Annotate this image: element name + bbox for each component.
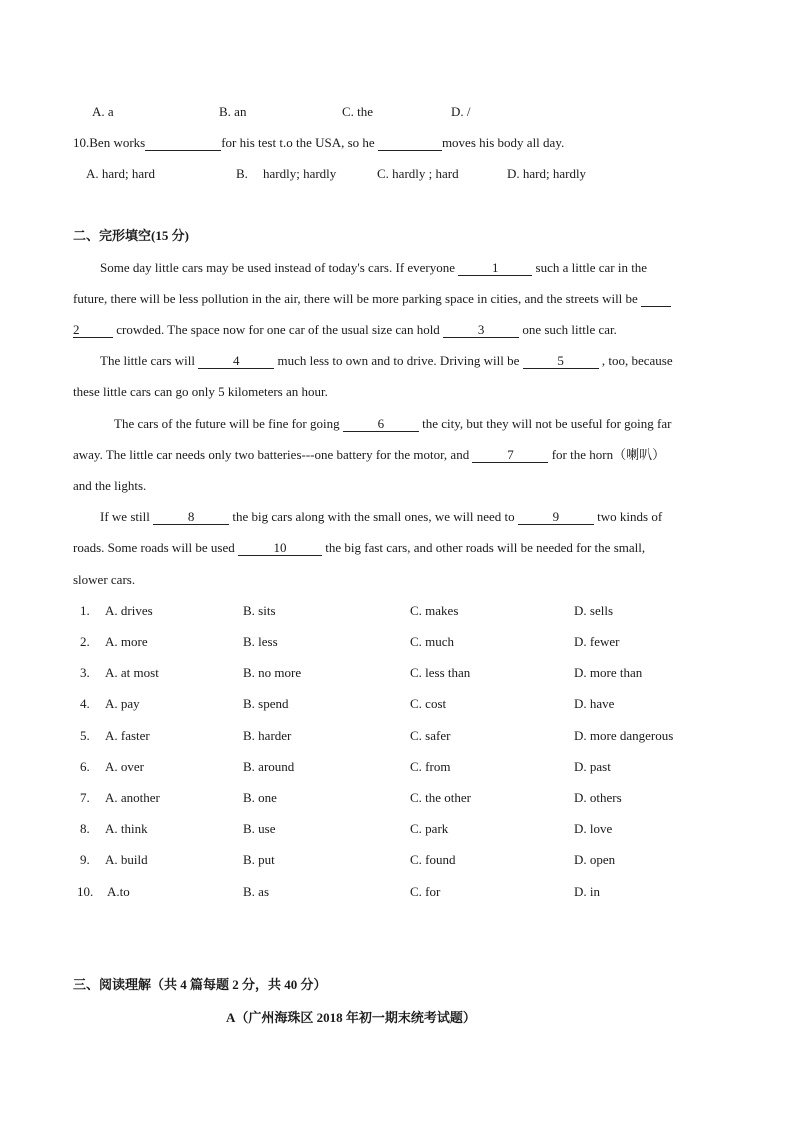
option-d: D. / [451, 104, 471, 119]
blank-1: 1 [458, 261, 532, 276]
blank-2: 2 [73, 323, 113, 338]
choice-d: D. sells [574, 603, 613, 618]
choice-c: C. found [410, 852, 456, 867]
choice-a: A.to [107, 884, 130, 899]
cloze-line [100, 353, 673, 369]
passage-text: the big cars along with the small ones, we will need to [229, 509, 518, 524]
blank-8: 8 [153, 510, 229, 525]
passage-text: such a little car in the [532, 260, 648, 275]
q9-options [0, 104, 794, 120]
choice-d: D. have [574, 696, 615, 711]
blank-9: 9 [518, 510, 594, 525]
question-10 [73, 135, 564, 151]
choice-b: B. spend [243, 696, 289, 711]
choice-d: D. in [574, 884, 600, 899]
choice-c: C. less than [410, 665, 471, 680]
choice-number: 10. [77, 884, 94, 899]
choice-row [0, 852, 794, 868]
q10-suffix: moves his body all day. [441, 135, 565, 150]
passage-text: The little cars will [100, 353, 199, 368]
passage-text: the city, but they will not be useful for going far [418, 416, 672, 431]
choice-a: A. at most [105, 665, 159, 680]
passage-text: much less to own and to drive. Driving will be [274, 353, 523, 368]
choice-c: C. safer [410, 728, 451, 743]
choice-c: C. from [410, 759, 451, 774]
choice-b: B. as [243, 884, 269, 899]
choice-d: D. more dangerous [574, 728, 674, 743]
choice-b: B. around [243, 759, 295, 774]
blank-3: 3 [443, 323, 519, 338]
choice-a: A. think [105, 821, 148, 836]
choice-a: A. over [105, 759, 144, 774]
cloze-line: these little cars can go only 5 kilometers an hour. [73, 384, 328, 399]
passage-text: the big fast cars, and other roads will be needed for the small, [322, 540, 646, 555]
choice-c: C. much [410, 634, 455, 649]
choice-a: A. faster [105, 728, 150, 743]
choice-a: A. more [105, 634, 148, 649]
choice-c: C. the other [410, 790, 472, 805]
passage-text: away. The little car needs only two batteries---one battery for the motor, and [73, 447, 473, 462]
choice-row [0, 884, 794, 900]
option-a: A. a [92, 104, 114, 119]
cloze-line [114, 416, 671, 432]
choice-c: C. makes [410, 603, 459, 618]
passage-text: Some day little cars may be used instead of today's cars. If everyone [100, 260, 459, 275]
option-d: D. hard; hardly [507, 166, 587, 181]
choice-number: 3. [80, 665, 90, 680]
blank-7: 7 [472, 448, 548, 463]
passage-a-title: A（广州海珠区 2018 年初一期末统考试题） [226, 1010, 476, 1025]
choice-number: 9. [80, 852, 90, 867]
choice-a: A. build [105, 852, 148, 867]
choice-d: D. open [574, 852, 616, 867]
passage-text: roads. Some roads will be used [73, 540, 239, 555]
choice-row [0, 759, 794, 775]
choice-b: B. no more [243, 665, 302, 680]
choice-d: D. others [574, 790, 622, 805]
section-3-title: 三、阅读理解（共 4 篇每题 2 分，共 40 分） [73, 977, 327, 992]
option-c: C. hardly ; hard [377, 166, 459, 181]
choice-row [0, 634, 794, 650]
cloze-line [73, 447, 665, 463]
choice-a: A. another [105, 790, 160, 805]
choice-c: C. for [410, 884, 441, 899]
choice-number: 5. [80, 728, 90, 743]
cloze-line: and the lights. [73, 478, 147, 493]
passage-text: one such little car. [519, 322, 617, 337]
choice-d: D. fewer [574, 634, 620, 649]
option-a: A. hard; hard [86, 166, 155, 181]
choice-b: B. sits [243, 603, 276, 618]
option-b: B. an [219, 104, 247, 119]
choice-c: C. cost [410, 696, 447, 711]
blank-4: 4 [198, 354, 274, 369]
choice-row [0, 603, 794, 619]
choice-d: D. more than [574, 665, 643, 680]
choice-row [0, 821, 794, 837]
passage-text: two kinds of [593, 509, 663, 524]
choice-a: A. drives [105, 603, 153, 618]
blank-6: 6 [343, 417, 419, 432]
answer-blank [145, 136, 221, 151]
choice-b: B. put [243, 852, 275, 867]
option-c: C. the [342, 104, 374, 119]
choice-a: A. pay [105, 696, 140, 711]
passage-text: crowded. The space now for one car of the usual size can hold [113, 322, 444, 337]
choice-b: B. harder [243, 728, 292, 743]
option-b-text: hardly; hardly [263, 166, 337, 181]
choice-number: 8. [80, 821, 90, 836]
choice-number: 4. [80, 696, 90, 711]
choice-row [0, 728, 794, 744]
choice-c: C. park [410, 821, 449, 836]
blank-10: 10 [238, 541, 322, 556]
passage-text: future, there will be less pollution in the air, there will be more parking space in cities, and the streets will be [73, 291, 642, 306]
section-2-title: 二、完形填空(15 分) [73, 228, 189, 243]
q10-mid: for his test t.o the USA, so he [221, 135, 378, 150]
cloze-line [100, 260, 647, 276]
choice-row [0, 790, 794, 806]
cloze-line [73, 540, 645, 556]
cloze-line [73, 291, 671, 307]
answer-blank [641, 292, 671, 307]
answer-blank [378, 136, 442, 151]
blank-5: 5 [523, 354, 599, 369]
choice-row [0, 665, 794, 681]
cloze-line [73, 322, 617, 338]
choice-d: D. love [574, 821, 613, 836]
choice-number: 2. [80, 634, 90, 649]
choice-d: D. past [574, 759, 611, 774]
choice-row [0, 696, 794, 712]
option-b: B. [236, 166, 248, 181]
passage-text: for the horn（喇叭） [548, 447, 666, 462]
q10-options [0, 166, 794, 182]
choice-b: B. less [243, 634, 278, 649]
passage-text: The cars of the future will be fine for going [114, 416, 343, 431]
choice-b: B. one [243, 790, 277, 805]
passage-text: , too, because [598, 353, 673, 368]
choice-number: 7. [80, 790, 90, 805]
passage-text: If we still [100, 509, 154, 524]
cloze-line [100, 509, 662, 525]
cloze-line: slower cars. [73, 572, 136, 587]
choice-b: B. use [243, 821, 276, 836]
choice-number: 6. [80, 759, 90, 774]
choice-number: 1. [80, 603, 90, 618]
q10-prefix: 10.Ben works [73, 135, 146, 150]
